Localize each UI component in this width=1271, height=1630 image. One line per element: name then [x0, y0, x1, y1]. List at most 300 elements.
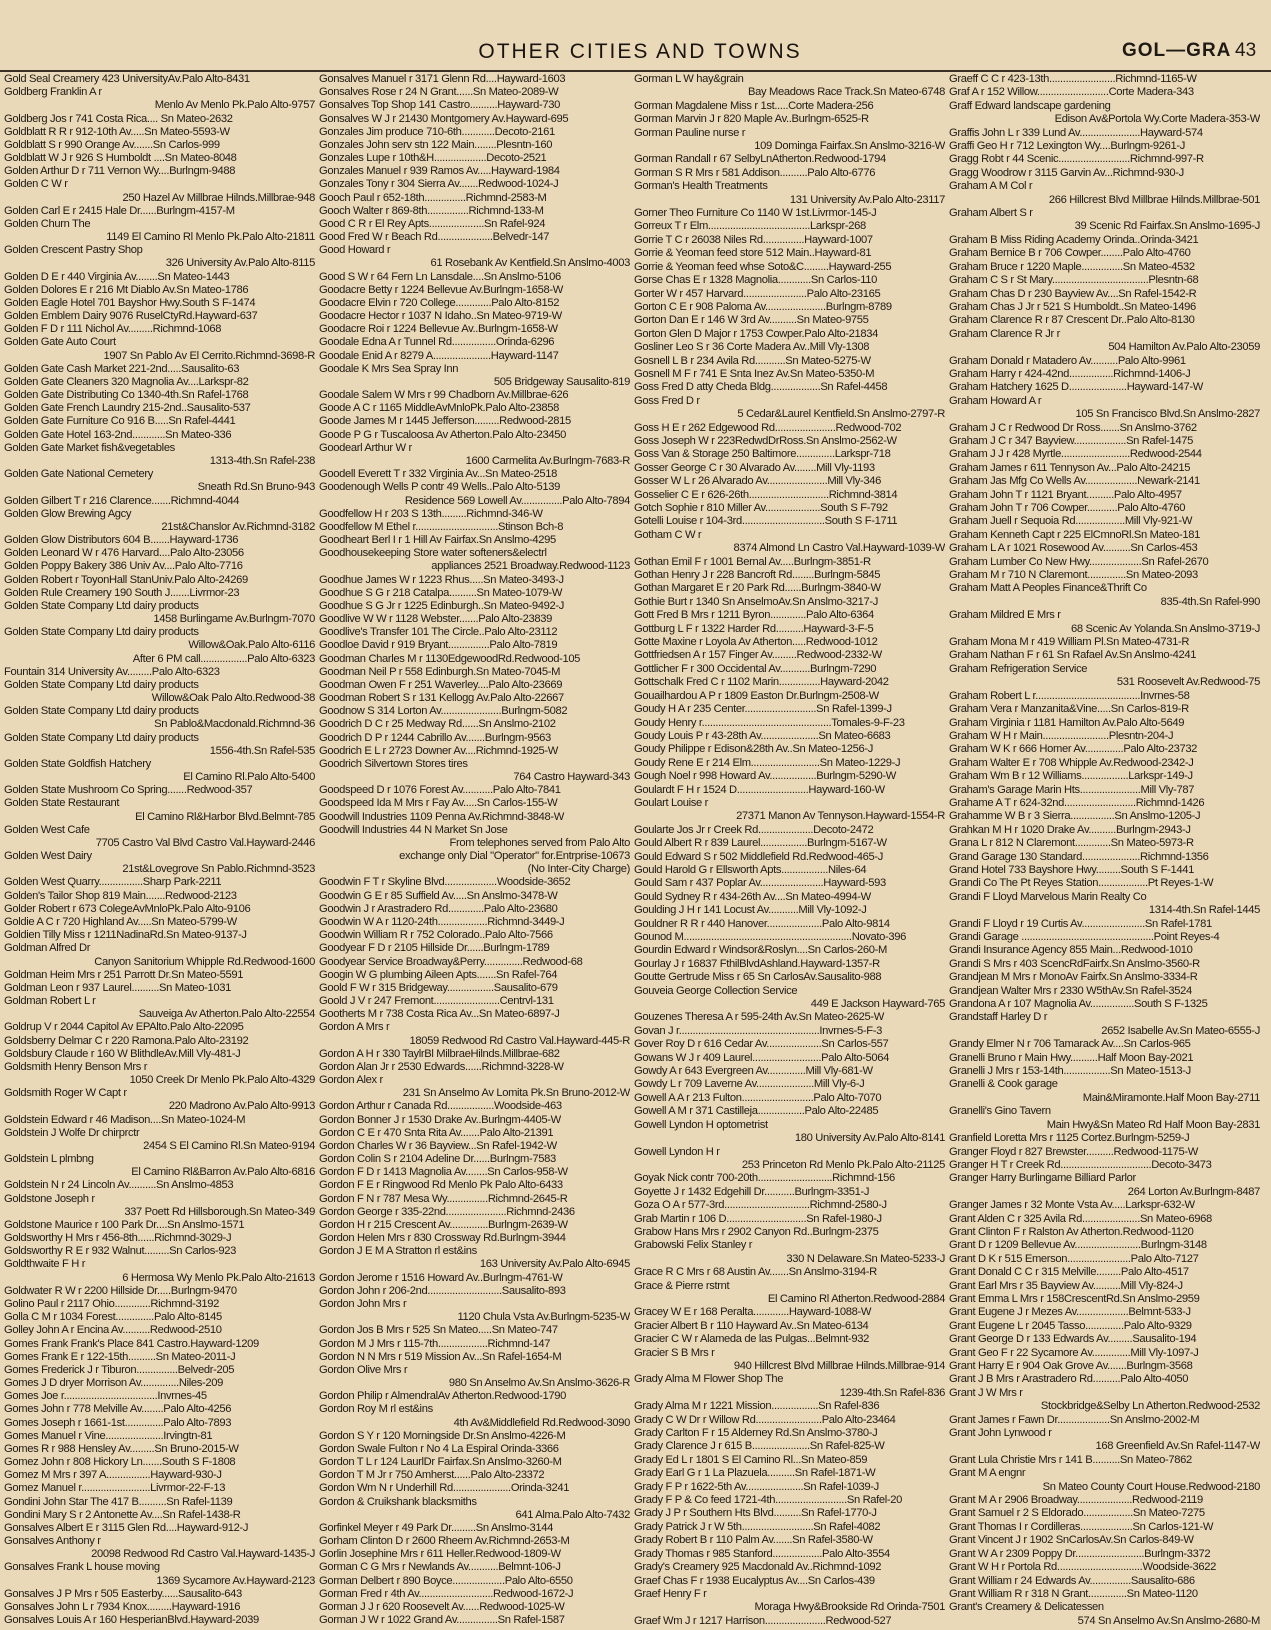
listing-entry: Gordon Alan Jr r 2530 Edwards......Richmnd-3228-W: [319, 1060, 564, 1073]
listing-entry: Graff Edward landscape gardening: [949, 99, 1111, 112]
listing-entry: Gorham Clinton D r 2600 Rheem Av.Richmnd-2653-M: [319, 1535, 570, 1548]
listing-entry: Golla C M r 1034 Forest..............Palo Alto-8145: [4, 1311, 222, 1324]
listing-entry: Grabow Hans Mrs r 2902 Canyon Rd..Burlngm-2375: [634, 1225, 879, 1238]
listing-entry: Stockbridge&Selby Ln Atherton.Redwood-2532: [1040, 1400, 1260, 1413]
listing-entry: Goldsbury Claude r 160 W BlithdleAv.Mill Vly-481-J: [4, 1047, 241, 1060]
listing-entry: 18059 Redwood Rd Castro Val.Hayward-445-R: [409, 1034, 630, 1047]
listing-entry: Goodwin W A r 1120-24th..................Richmnd-3449-J: [319, 916, 565, 928]
listing-entry: Granger Harry Burlingame Billiard Parlor: [949, 1172, 1136, 1185]
listing-entry: Gosnell M F r 741 E Snta Inez Av.Sn Mateo-5350-M: [634, 367, 875, 380]
listing-entry: Golden Arthur D r 711 Vernon Wy....Burlngm-9488: [4, 165, 236, 178]
listing-entry: Goodheart Berl I r 1 Hill Av Fairfax.Sn Anslmo-4295: [319, 534, 556, 547]
listing-entry: El Camino Rl Atherton.Redwood-2884: [767, 1292, 945, 1305]
listing-entry: Graham M r 710 N Claremont..............Sn Mateo-2093: [949, 569, 1198, 582]
listing-entry: Goodwin J r Arastradero Rd.............Palo Alto-23680: [319, 902, 558, 915]
listing-entry: Goldstein N r 24 Lincoln Av..........Sn Anslmo-4853: [4, 1179, 234, 1192]
listing-entry: Menlo Av Menlo Pk.Palo Alto-9757: [154, 99, 315, 112]
listing-entry: Gordon J E M A Stratton rl est&ins: [319, 1245, 477, 1258]
listing-entry: Grandi Insurance Agency 855 Main...Redwood-1010: [949, 944, 1193, 957]
listing-entry: Graham J C r 347 Bayview...................Sn Rafel-1475: [949, 434, 1194, 447]
listing-entry: Graham Bernice B r 706 Cowper........Palo Alto-4760: [949, 247, 1191, 260]
listing-entry: Graham Vera r Manzanita&Vine.....Sn Carlos-819-R: [949, 703, 1189, 716]
listing-entry: Grant W A r 2309 Poppy Dr.........................Burlngm-3372: [949, 1547, 1211, 1560]
listing-entry: Gough Noel r 998 Howard Av.................Burlngm-5290-W: [634, 770, 896, 783]
listing-entry: Gorreux T r Elm.....................................Larkspr-268: [634, 220, 866, 233]
listing-entry: Gorman Marvin J r 820 Maple Av..Burlngm-6525-R: [634, 113, 869, 126]
listing-entry: Goularte Jos Jr r Creek Rd....................Decoto-2472: [634, 823, 874, 836]
listing-entry: Gordon Bonner J r 1530 Drake Av..Burlngm-4405-W: [319, 1113, 561, 1126]
listing-entry: Gomes Frank Frank's Place 841 Castro.Hayward-1209: [4, 1337, 259, 1350]
listing-entry: Goldsworthy R E r 932 Walnut.........Sn Carlos-923: [4, 1245, 237, 1258]
listing-entry: Goodloe David r 919 Bryant...............Palo Alto-7819: [319, 639, 558, 652]
listing-entry: Golden Gate Cleaners 320 Magnolia Av....Larkspr-82: [4, 375, 249, 388]
listing-entry: Graham Bruce r 1220 Maple...............Sn Mateo-4532: [949, 260, 1195, 273]
listing-entry: Grab Martin r 106 D.............................Sn Rafel-1980-J: [634, 1212, 882, 1225]
listing-entry: Goodyear F D r 2105 Hillside Dr......Burlngm-1789: [319, 942, 550, 955]
listing-entry: Grant J W Mrs r: [949, 1386, 1023, 1399]
listing-entry: Gordon Jerome r 1516 Howard Av..Burlngm-4761-W: [319, 1271, 563, 1284]
listing-entry: Gorman L W hay&grain: [634, 73, 744, 85]
listing-entry: Gorrie & Yeoman feed store 512 Main..Hayward-81: [634, 247, 872, 260]
listing-entry: Grady Patrick J r W 5th..........................Sn Rafel-4082: [634, 1520, 881, 1533]
listing-entry: Granelli Bruno r Main Hwy..........Half Moon Bay-2021: [949, 1051, 1194, 1064]
listing-entry: 1313-4th.Sn Rafel-238: [209, 454, 315, 467]
listing-entry: appliances 2521 Broadway.Redwood-1123: [431, 560, 630, 573]
listing-entry: Grady Carlton F r 15 Alderney Rd.Sn Anslmo-3780-J: [634, 1427, 878, 1440]
listing-entry: Goodale Edna A r Tunnel Rd................Orinda-6296: [319, 336, 555, 349]
listing-entry: Golder Robert r 673 ColegeAvMnloPk.Palo Alto-9106: [4, 902, 251, 915]
listing-entry: Gounod M.............................................................Novato-396: [634, 931, 907, 943]
listing-entry: Goodwill Industries 1109 Penna Av.Richmnd-3848-W: [319, 810, 565, 823]
listing-entry: Gould Edward S r 502 Middlefield Rd.Redwood-465-J: [634, 850, 884, 863]
name-range: GOL—GRA: [1122, 40, 1232, 61]
listing-entry: Gordon F E r Ringwood Rd Menlo Pk Palo Alto-6433: [319, 1179, 563, 1192]
listing-entry: Gonsalves Top Shop 141 Castro..........Hayward-730: [319, 99, 560, 112]
listing-entry: Goodhousekeeping Store water softeners&electrl: [319, 547, 547, 560]
listing-entry: Granelli & Cook garage: [949, 1078, 1058, 1091]
listing-entry: Goodlive W W r 1128 Webster.......Palo Alto-23839: [319, 613, 553, 626]
listing-entry: Goudy H A r 235 Center..........................Sn Rafel-1399-J: [634, 703, 892, 716]
header-rule: [0, 70, 1271, 72]
listing-entry: Goodman Robert S r 131 Kellogg Av.Palo Alto-22667: [319, 692, 564, 705]
listing-entry: Goode P G r Tuscaloosa Av Atherton.Palo Alto-23450: [319, 428, 567, 441]
listing-entry: Grant Clinton F r Ralston Av Atherton.Redwood-1120: [949, 1225, 1194, 1238]
listing-entry: Goodale Enid A r 8279 A.....................Hayward-1147: [319, 349, 559, 362]
listing-entry: Grady Alma M Flower Shop The: [634, 1373, 784, 1386]
listing-entry: Golden West Quarry................Sharp Park-2211: [4, 876, 222, 889]
listing-entry: Gordon Helen Mrs r 830 Crossway Rd.Burlngm-3944: [319, 1232, 566, 1245]
listing-entry: Gracier C W r Alameda de las Pulgas...Belmnt-932: [634, 1333, 870, 1346]
listing-entry: 330 N Delaware.Sn Mateo-5233-J: [786, 1252, 945, 1265]
column-2: [319, 73, 634, 1628]
column-3: [634, 73, 949, 1628]
listing-entry: Gorman Pauline nurse r: [634, 126, 746, 139]
listing-entry: 504 Hamilton Av.Palo Alto-23059: [1108, 341, 1260, 354]
listing-entry: Gorman J W r 1022 Grand Av...............Sn Rafel-1587: [319, 1614, 565, 1627]
listing-entry: Gordon Colin S r 2104 Adeline Dr......Burlngm-7583: [319, 1153, 556, 1166]
listing-entry: El Camino Rl&Barron Av.Palo Alto-6816: [131, 1166, 315, 1179]
listing-entry: Gordon S Y r 120 Morningside Dr.Sn Anslmo-4226-M: [319, 1429, 566, 1442]
listing-entry: (No Inter-City Charge): [527, 863, 630, 876]
listing-entry: Grady Clarence J r 615 B.....................Sn Rafel-825-W: [634, 1440, 885, 1453]
listing-entry: Grandy Elmer N r 706 Tamarack Av....Sn Carlos-965: [949, 1038, 1191, 1051]
listing-entry: Goodale Salem W Mrs r 99 Chadborn Av.Millbrae-626: [319, 389, 569, 402]
listing-entry: Gomez Manuel r.........................Livrmor-22-F-13: [4, 1482, 226, 1495]
listing-entry: Gosser George C r 30 Alvarado Av........Mill Vly-1193: [634, 461, 875, 474]
listing-entry: Graham Hatchery 1625 D.....................Hayward-147-W: [949, 381, 1203, 394]
listing-entry: Goodwin F T r Skyline Blvd...................Woodside-3652: [319, 876, 571, 889]
listing-entry: Grant Vincent J r 1902 SnCarlosAv.Sn Carlos-849-W: [949, 1534, 1194, 1547]
listing-entry: Gonsalves Anthony r: [4, 1535, 101, 1548]
listing-entry: Graham Albert S r: [949, 207, 1033, 220]
listing-entry: Gorman Fred r 4th Av...........................Redwood-1672-J: [319, 1587, 574, 1600]
listing-entry: 4th Av&Middlefield Rd.Redwood-3090: [453, 1416, 630, 1429]
listing-entry: Gordon T M Jr r 750 Amherst......Palo Alto-23372: [319, 1469, 545, 1482]
listing-entry: From telephones served from Palo Alto: [449, 836, 630, 849]
listing-entry: Grandona A r 107 Magnolia Av................South S F-1325: [949, 998, 1208, 1011]
listing-entry: Goodspeed Ida M Mrs r Fay Av.....Sn Carlos-155-W: [319, 797, 558, 810]
page-number: 43: [1235, 40, 1257, 61]
listing-entry: Gotham C W r: [634, 528, 702, 541]
listing-entry: Gould Sam r 437 Poplar Av.......................Hayward-593: [634, 877, 886, 890]
listing-entry: Grahame A T r 624-32nd..........................Richmnd-1426: [949, 796, 1205, 809]
listing-entry: Graham W K r 666 Homer Av..............Palo Alto-23732: [949, 743, 1198, 756]
listing-entry: Good S W r 64 Fern Ln Lansdale....Sn Anslmo-5106: [319, 270, 561, 283]
listing-entry: Gordon Swale Fulton r No 4 La Espiral Orinda-3366: [319, 1442, 559, 1455]
listing-entry: Grant's Creamery & Delicatessen: [949, 1601, 1104, 1614]
listing-entry: Goold J V r 247 Fremont........................Centrvl-131: [319, 995, 554, 1008]
listing-entry: Sneath Rd.Sn Bruno-943: [197, 481, 315, 494]
listing-entry: Willow&Oak Palo Alto.Redwood-38: [151, 692, 315, 705]
listing-entry: 21st&Chanslor Av.Richmnd-3182: [161, 520, 315, 533]
listing-entry: Goyak Nick contr 700-20th...........................Richmnd-156: [634, 1172, 895, 1185]
listing-entry: Goulding J H r 141 Locust Av...........Mill Vly-1092-J: [634, 904, 867, 917]
listing-entry: Goodman Charles M r 1130EdgewoodRd.Redwood-105: [319, 652, 581, 665]
listing-entry: Goodfellow H r 203 S 13th.........Richmnd-346-W: [319, 507, 543, 520]
listing-entry: Graham Howard A r: [949, 394, 1042, 407]
listing-entry: Sauveiga Av Atherton.Palo Alto-22554: [138, 1008, 315, 1021]
listing-entry: Goodacre Elvin r 720 College.............Palo Alto-8152: [319, 296, 560, 309]
listing-entry: Main&Miramonte.Half Moon Bay-2711: [1082, 1091, 1260, 1104]
listing-entry: Golden Glow Distributors 604 B.......Hayward-1736: [4, 534, 239, 547]
listing-entry: Grant M A r 2906 Broadway....................Redwood-2119: [949, 1494, 1203, 1507]
listing-entry: Canyon Sanitorium Whipple Rd.Redwood-1600: [94, 955, 315, 968]
listing-entry: Goldblatt S r 990 Orange Av.......Sn Carlos-999: [4, 138, 220, 151]
listing-entry: Goulardt F H r 1524 D..........................Hayward-160-W: [634, 783, 885, 796]
listing-entry: Graham Clarence R Jr r: [949, 327, 1061, 340]
listing-entry: Gouveia George Collection Service: [634, 984, 798, 997]
listing-entry: Grant James r Fawn Dr...................Sn Anslmo-2002-M: [949, 1413, 1200, 1426]
listing-entry: Graham Wm B r 12 Williams.................Larkspr-149-J: [949, 770, 1193, 783]
listing-entry: 449 E Jackson Hayward-765: [810, 998, 945, 1011]
listing-entry: Goldman Alfred Dr: [4, 942, 91, 955]
listing-entry: Goode James M r 1445 Jefferson.........Redwood-2815: [319, 415, 571, 428]
listing-entry: Goldberg Jos r 741 Costa Rica.... Sn Mateo-2632: [4, 112, 233, 125]
listing-entry: Graham Lumber Co New Hwy...................Sn Rafel-2670: [949, 555, 1209, 568]
listing-entry: Goodacre Betty r 1224 Bellevue Av.Burlngm-1658-W: [319, 283, 563, 296]
listing-entry: 2652 Isabelle Av.Sn Mateo-6555-J: [1101, 1024, 1260, 1037]
listing-entry: Graham Donald r Matadero Av..........Palo Alto-9961: [949, 354, 1186, 367]
listing-entry: Goodacre Hector r 1037 N Idaho..Sn Mateo-9719-W: [319, 310, 562, 323]
listing-entry: Gondini Mary S r 2 Antonette Av....Sn Rafel-1438-R: [4, 1508, 241, 1521]
listing-entry: Golden Eagle Hotel 701 Bayshor Hwy.South S F-1474: [4, 296, 256, 309]
listing-entry: Graham Kenneth Capt r 225 ElCmnoRl.Sn Mateo-181: [949, 528, 1200, 541]
listing-entry: Grant Harry E r 904 Oak Grove Av.......Burlngm-3568: [949, 1360, 1193, 1372]
listing-entry: 2454 S El Camino Rl.Sn Mateo-9194: [143, 1139, 315, 1152]
listing-entry: Goldwater R W r 2200 Hillside Dr.....Burlngm-9470: [4, 1284, 237, 1297]
listing-entry: Grahkan M H r 1020 Drake Av..........Burlngm-2943-J: [949, 823, 1191, 836]
listing-entry: 764 Castro Hayward-343: [513, 771, 630, 784]
listing-entry: Grant John Lynwood r: [949, 1427, 1052, 1440]
listing-entry: Golden Churn The: [4, 217, 91, 230]
listing-entry: Grace R C Mrs r 68 Austin Av.......Sn Anslmo-3194-R: [634, 1266, 877, 1279]
listing-entry: Gorrie & Yeoman feed whse Soto&C.........Hayward-255: [634, 260, 892, 273]
listing-entry: Grand Garage 130 Standard.....................Richmnd-1356: [949, 850, 1209, 863]
listing-entry: Gomes Joseph r 1661-1st..............Palo Alto-7893: [4, 1416, 232, 1429]
listing-entry: Grant D K r 515 Emerson.......................Palo Alto-7127: [949, 1252, 1199, 1265]
listing-entry: Gothan Emil F r 1001 Bernal Av.....Burlngm-3851-R: [634, 555, 871, 568]
listing-entry: Goldthwaite F H r: [4, 1258, 86, 1271]
listing-entry: Golden Gate Market fish&vegetables: [4, 441, 175, 454]
listing-entry: Graef Henry F r: [634, 1587, 707, 1600]
listing-entry: Gracier S B Mrs r: [634, 1346, 715, 1359]
listing-entry: Goldien Tilly Miss r 1211NadinaRd.Sn Mateo-9137-J: [4, 929, 247, 942]
listing-entry: Goodearl Arthur W r: [319, 441, 412, 454]
listing-entry: Goldsmith Henry Benson Mrs r: [4, 1060, 148, 1073]
listing-entry: Gorman Delbert r 890 Boyce...................Palo Alto-6550: [319, 1574, 573, 1587]
listing-entry: Granfield Loretta Mrs r 1125 Cortez.Burlngm-5259-J: [949, 1132, 1190, 1145]
listing-entry: El Camino Rl.Palo Alto-5400: [183, 771, 315, 784]
listing-entry: Golden D E r 440 Virginia Av........Sn Mateo-1443: [4, 270, 230, 283]
listing-entry: Gordon M J Mrs r 115-7th..................Richmnd-147: [319, 1337, 551, 1350]
listing-entry: Gordon F D r 1413 Magnolia Av........Sn Carlos-958-W: [319, 1166, 568, 1179]
listing-entry: 231 Sn Anselmo Av Lomita Pk.Sn Bruno-2012-W: [402, 1087, 630, 1100]
listing-entry: 326 University Av.Palo Alto-8115: [165, 257, 315, 270]
listing-entry: Grady F P r 1622-5th Av.....................Sn Rafel-1039-J: [634, 1480, 879, 1493]
listing-entry: Golden's Tailor Shop 819 Main.......Redwood-2123: [4, 889, 237, 902]
listing-entry: Gonsalves Manuel r 3171 Glenn Rd....Hayward-1603: [319, 73, 566, 85]
listing-entry: Goodman Neil P r 558 Edinburgh.Sn Mateo-7045-M: [319, 665, 561, 678]
listing-entry: Gorlin Josephine Mrs r 611 Heller.Redwood-1809-W: [319, 1548, 561, 1561]
listing-entry: Bay Meadows Race Track.Sn Mateo-6748: [748, 86, 945, 99]
listing-entry: Grant William R r 318 N Grant..............Sn Mateo-1120: [949, 1587, 1198, 1600]
listing-entry: Gomes Frederick J r Tiburon...............Belvedr-205: [4, 1363, 235, 1376]
listing-entry: Grant Earl Mrs r 35 Bayview Av..........Mill Vly-824-J: [949, 1279, 1183, 1292]
listing-entry: Gorfinkel Meyer r 49 Park Dr.........Sn Anslmo-3144: [319, 1521, 553, 1534]
listing-entry: Gover Roy D r 616 Cedar Av....................Sn Carlos-557: [634, 1038, 889, 1051]
listing-entry: Gordon & Cruikshank blacksmiths: [319, 1495, 477, 1508]
listing-entry: Graef Wm J r 1217 Harrison......................Redwood-527: [634, 1614, 892, 1627]
listing-entry: Gorse Chas E r 1328 Magnolia............Sn Carlos-110: [634, 274, 878, 287]
listing-entry: Goodwin William R r 752 Colorado..Palo Alto-7566: [319, 929, 553, 942]
listing-entry: 5 Cedar&Laurel Kentfield.Sn Anslmo-2797-R: [737, 408, 945, 421]
listing-entry: Grant Lula Christie Mrs r 141 B..........Sn Mateo-7862: [949, 1453, 1192, 1466]
listing-entry: Gowell A A r 213 Fulton..........................Palo Alto-7070: [634, 1091, 882, 1104]
listing-entry: Grant Alden C r 325 Avila Rd.....................Sn Mateo-6968: [949, 1212, 1212, 1225]
listing-entry: Grabowski Felix Stanley r: [634, 1239, 753, 1252]
listing-entry: 253 Princeton Rd Menlo Pk.Palo Alto-21125: [741, 1158, 945, 1171]
listing-entry: Gorman Magdalene Miss r 1st.....Corte Madera-256: [634, 99, 874, 112]
listing-entry: Graffis John L r 339 Lund Av......................Hayward-574: [949, 126, 1203, 139]
listing-entry: Goss Joseph W r 223RedwdDrRoss.Sn Anslmo-2562-W: [634, 434, 897, 447]
listing-entry: Goldman Heim Mrs r 251 Parrott Dr.Sn Mateo-5591: [4, 968, 244, 981]
listing-entry: Graffi Geo H r 712 Lexington Wy....Burlngm-9261-J: [949, 140, 1186, 153]
listing-entry: Goudy Philippe r Edison&28th Av..Sn Mateo-1256-J: [634, 743, 874, 756]
listing-entry: Grady F P & Co feed 1721-4th..........................Sn Rafel-20: [634, 1494, 903, 1507]
listing-entry: Gordon Philip r AlmendralAv Atherton.Redwood-1790: [319, 1390, 566, 1403]
listing-entry: Granelli's Gino Tavern: [949, 1105, 1051, 1118]
listing-entry: Golden State Mushroom Co Spring.......Redwood-357: [4, 784, 253, 797]
listing-entry: 131 University Av.Palo Alto-23117: [789, 193, 945, 206]
listing-entry: Goodacre Roi r 1224 Bellevue Av..Burlngm-1658-W: [319, 323, 558, 336]
listing-entry: Golden State Company Ltd dairy products: [4, 705, 199, 718]
listing-entry: 163 University Av.Palo Alto-6945: [479, 1258, 630, 1271]
page-header: [0, 40, 1271, 70]
listing-entry: Golden Robert r ToyonHall StanUniv.Palo Alto-24269: [4, 573, 248, 586]
listing-entry: Gorman J J r 620 Roosevelt Av......Redwood-1025-W: [319, 1600, 565, 1613]
listing-entry: Golden State Restaurant: [4, 797, 120, 810]
listing-entry: Gottburg L F r 1322 Harder Rd..........Hayward-3-F-5: [634, 622, 874, 635]
listing-columns: [4, 73, 1266, 1628]
listing-entry: Gonzales Tony r 304 Sierra Av.......Redwood-1024-J: [319, 178, 559, 191]
listing-entry: Gonsalves Louis A r 160 HesperianBlvd.Hayward-2039: [4, 1614, 259, 1627]
listing-entry: Gordon John Mrs r: [319, 1297, 407, 1310]
listing-entry: Goodrich D C r 25 Medway Rd......Sn Anslmo-2102: [319, 718, 556, 731]
listing-entry: Goodhue S G r 218 Catalpa..........Sn Mateo-1079-W: [319, 586, 563, 599]
listing-entry: Gomes John r 778 Melville Av........Palo Alto-4256: [4, 1403, 232, 1416]
listing-entry: 105 Sn Francisco Blvd.Sn Anslmo-2827: [1075, 408, 1260, 421]
listing-entry: Gorman S R Mrs r 581 Addison..........Palo Alto-6776: [634, 166, 876, 179]
listing-entry: 8374 Almond Ln Castro Val.Hayward-1039-W: [733, 542, 945, 555]
listing-entry: Graef Chas F r 1938 Eucalyptus Av....Sn Carlos-439: [634, 1574, 875, 1587]
listing-entry: Golden Rule Creamery 190 South J.......Livrmor-23: [4, 586, 240, 599]
listing-entry: Golden State Company Ltd dairy products: [4, 731, 199, 744]
listing-entry: Gonsalves W J r 21430 Montgomery Av.Hayward-695: [319, 112, 569, 125]
listing-entry: Gothan Margaret E r 20 Park Rd......Burlngm-3840-W: [634, 582, 881, 595]
listing-entry: Gottlicher F r 300 Occidental Av...........Burlngm-7290: [634, 662, 877, 675]
listing-entry: Grandi Garage ................................................Point Reyes-4: [949, 931, 1220, 943]
listing-entry: Goodnow S 314 Lorton Av......................Burlngm-5082: [319, 705, 568, 718]
listing-entry: Gonzales Manuel r 939 Ramos Av.....Hayward-1984: [319, 165, 560, 178]
listing-entry: 6 Hermosa Wy Menlo Pk.Palo Alto-21613: [122, 1271, 315, 1284]
listing-entry: Graeff C C r 423-13th........................Richmnd-1165-W: [949, 73, 1197, 85]
listing-entry: Gooch Paul r 652-18th...............Richmnd-2583-M: [319, 191, 547, 204]
listing-entry: Gracey W E r 168 Peralta.............Hayward-1088-W: [634, 1306, 872, 1319]
listing-entry: Goodspeed D r 1076 Forest Av...........Palo Alto-7841: [319, 784, 561, 797]
listing-entry: Golden Gate French Laundry 215-2nd..Sausalito-537: [4, 402, 251, 415]
listing-entry: Graham Chas D r 230 Bayview Av....Sn Rafel-1542-R: [949, 287, 1197, 300]
listing-entry: Golden West Cafe: [4, 823, 90, 836]
listing-entry: 1050 Creek Dr Menlo Pk.Palo Alto-4329: [129, 1074, 315, 1087]
listing-entry: 940 Hillcrest Blvd Millbrae Hilnds.Millbrae-914: [733, 1360, 945, 1372]
listing-entry: Graham W H r Main........................Plesntn-204-J: [949, 729, 1174, 742]
listing-entry: Gordon H r 215 Crescent Av..............Burlngm-2639-W: [319, 1218, 568, 1231]
listing-entry: Gott Fred B Mrs r 1211 Byron.............Palo Alto-6364: [634, 609, 874, 622]
listing-entry: Goodlive's Transfer 101 The Circle..Palo Alto-23112: [319, 626, 558, 639]
listing-entry: 1600 Carmelita Av.Burlngm-7683-R: [465, 454, 630, 467]
listing-entry: Gragg Robt r 44 Scenic..........................Richmnd-997-R: [949, 153, 1204, 166]
listing-entry: Goldrup V r 2044 Capitol Av EPAlto.Palo Alto-22095: [4, 1021, 244, 1034]
listing-entry: Granger H T r Creek Rd.................................Decoto-3473: [949, 1158, 1212, 1171]
listing-entry: Gowell A M r 371 Castilleja.................Palo Alto-22485: [634, 1105, 879, 1118]
listing-entry: Good C R r El Rey Apts....................Sn Rafel-924: [319, 217, 546, 230]
listing-entry: Edison Av&Portola Wy.Corte Madera-353-W: [1054, 113, 1260, 126]
listing-entry: Gorter W r 457 Harvard.......................Palo Alto-23165: [634, 287, 881, 300]
listing-entry: Grady C W Dr r Willow Rd........................Palo Alto-23464: [634, 1413, 896, 1426]
listing-entry: Golden Gate Cash Market 221-2nd.....Sausalito-63: [4, 362, 240, 375]
listing-entry: 641 Alma.Palo Alto-7432: [515, 1508, 630, 1521]
listing-entry: Fountain 314 University Av.........Palo Alto-6323: [4, 665, 220, 678]
listing-entry: Gorman's Health Treatments: [634, 180, 768, 193]
listing-entry: Grandjean M Mrs r MonoAv Fairfx.Sn Anslmo-3334-R: [949, 971, 1198, 984]
listing-entry: Goodwin G E r 85 Suffield Av.....Sn Anslmo-3478-W: [319, 889, 558, 902]
listing-entry: Gourdin Edward r Windsor&Roslyn....Sn Carlos-260-M: [634, 944, 887, 957]
listing-entry: Golden Dolores E r 216 Mt Diablo Av.Sn Mateo-1786: [4, 283, 249, 296]
listing-entry: Gowell Lyndon H optometrist: [634, 1118, 768, 1131]
listing-entry: Gordon C E r 470 Snta Rita Av.......Palo Alto-21391: [319, 1126, 554, 1139]
listing-entry: Gomes R r 988 Hensley Av.........Sn Bruno-2015-W: [4, 1442, 239, 1455]
listing-entry: Grahamme W B r 3 Sierra................Sn Anslmo-1205-J: [949, 810, 1201, 823]
listing-entry: Gould Sydney R r 434-26th Av....Sn Mateo-4994-W: [634, 890, 871, 903]
listing-entry: Gomes Manuel r Vine.....................Irvingtn-81: [4, 1429, 213, 1442]
listing-entry: Gowans W J r 409 Laurel.........................Palo Alto-5064: [634, 1051, 890, 1064]
listing-entry: Grant D r 1209 Bellevue Av........................Burlngm-3148: [949, 1239, 1207, 1252]
listing-entry: Gosselier C E r 626-26th.............................Richmnd-3814: [634, 488, 898, 501]
listing-entry: 1149 El Camino Rl Menlo Pk.Palo Alto-21811: [106, 231, 315, 244]
listing-entry: Grady Thomas r 985 Stanford..................Palo Alto-3554: [634, 1547, 890, 1560]
listing-entry: Grandi F Lloyd r 19 Curtis Av.......................Sn Rafel-1781: [949, 917, 1212, 930]
listing-entry: Gorman C G Mrs r Newlands Av...........Belmnt-106-J: [319, 1561, 561, 1574]
listing-entry: Gosser W L r 26 Alvarado Av......................Mill Vly-346: [634, 475, 882, 488]
listing-entry: Gorton Dan E r 146 W 3rd Av..........Sn Mateo-9755: [634, 314, 869, 327]
listing-entry: Gorton C E r 908 Paloma Av......................Burlngm-8789: [634, 300, 892, 313]
listing-entry: Graham J C r Redwood Dr Ross.......Sn Anslmo-3762: [949, 421, 1197, 434]
listing-entry: Gordon A Mrs r: [319, 1021, 390, 1034]
listing-entry: 505 Bridgeway Sausalito-819: [493, 375, 630, 388]
listing-entry: 168 Greenfield Av.Sn Rafel-1147-W: [1095, 1440, 1260, 1453]
listing-entry: 61 Rosebank Av Kentfield.Sn Anslmo-4003: [430, 257, 630, 270]
listing-entry: 39 Scenic Rd Fairfax.Sn Anslmo-1695-J: [1074, 220, 1260, 233]
listing-entry: Grant Eugene L r 2045 Tasso..............Palo Alto-9329: [949, 1319, 1192, 1332]
column-4: [949, 73, 1264, 1628]
listing-entry: Gordon N N Mrs r 519 Mission Av...Sn Rafel-1654-M: [319, 1350, 562, 1363]
listing-entry: Golden Crescent Pastry Shop: [4, 244, 143, 257]
listing-entry: Graham B Miss Riding Academy Orinda..Orinda-3421: [949, 233, 1199, 246]
listing-entry: Good Fred W r Beach Rd....................Belvedr-147: [319, 231, 550, 244]
listing-entry: Gonsalves Rose r 24 N Grant......Sn Mateo-2089-W: [319, 86, 559, 99]
listing-entry: Gordon Charles W r 36 Bayview...Sn Rafel-1942-W: [319, 1139, 557, 1152]
listing-entry: Graham A M Col r: [949, 180, 1033, 193]
listing-entry: Grant George D r 133 Edwards Av.........Sausalito-194: [949, 1333, 1197, 1346]
listing-entry: Goss H E r 262 Edgewood Rd......................Redwood-702: [634, 421, 902, 434]
listing-entry: Gothan Henry J r 228 Bancroft Rd........Burlngm-5845: [634, 569, 881, 582]
listing-entry: Graham's Garage Marin Hts......................Mill Vly-787: [949, 783, 1195, 796]
listing-entry: Golden State Goldfish Hatchery: [4, 757, 151, 770]
listing-entry: exchange only Dial "Operator" for.Entrprise-10673: [399, 850, 630, 863]
listing-entry: Graham C S r St Mary...................................Plesntn-68: [949, 274, 1199, 287]
listing-entry: 68 Scenic Av Yolanda.Sn Anslmo-3719-J: [1071, 622, 1260, 635]
listing-entry: Goodhue S G Jr r 1225 Edinburgh..Sn Mateo-9492-J: [319, 599, 565, 612]
listing-entry: Golden West Dairy: [4, 850, 92, 863]
listing-entry: Golden Gate Hotel 163-2nd............Sn Mateo-336: [4, 428, 232, 441]
listing-entry: Gouzenes Theresa A r 595-24th Av.Sn Mateo-2625-W: [634, 1011, 884, 1024]
listing-entry: Goss Fred D atty Cheda Bldg..................Sn Rafel-4458: [634, 381, 888, 394]
listing-entry: Goodyear Service Broadway&Perry..............Redwood-68: [319, 955, 583, 968]
listing-entry: Gomes Frank E r 122-15th..........Sn Mateo-2011-J: [4, 1350, 236, 1363]
listing-entry: Gragg Woodrow r 3115 Garvin Av...Richmnd-930-J: [949, 166, 1184, 179]
listing-entry: Gordon Alex r: [319, 1074, 383, 1087]
listing-entry: Golden C W r: [4, 178, 68, 191]
